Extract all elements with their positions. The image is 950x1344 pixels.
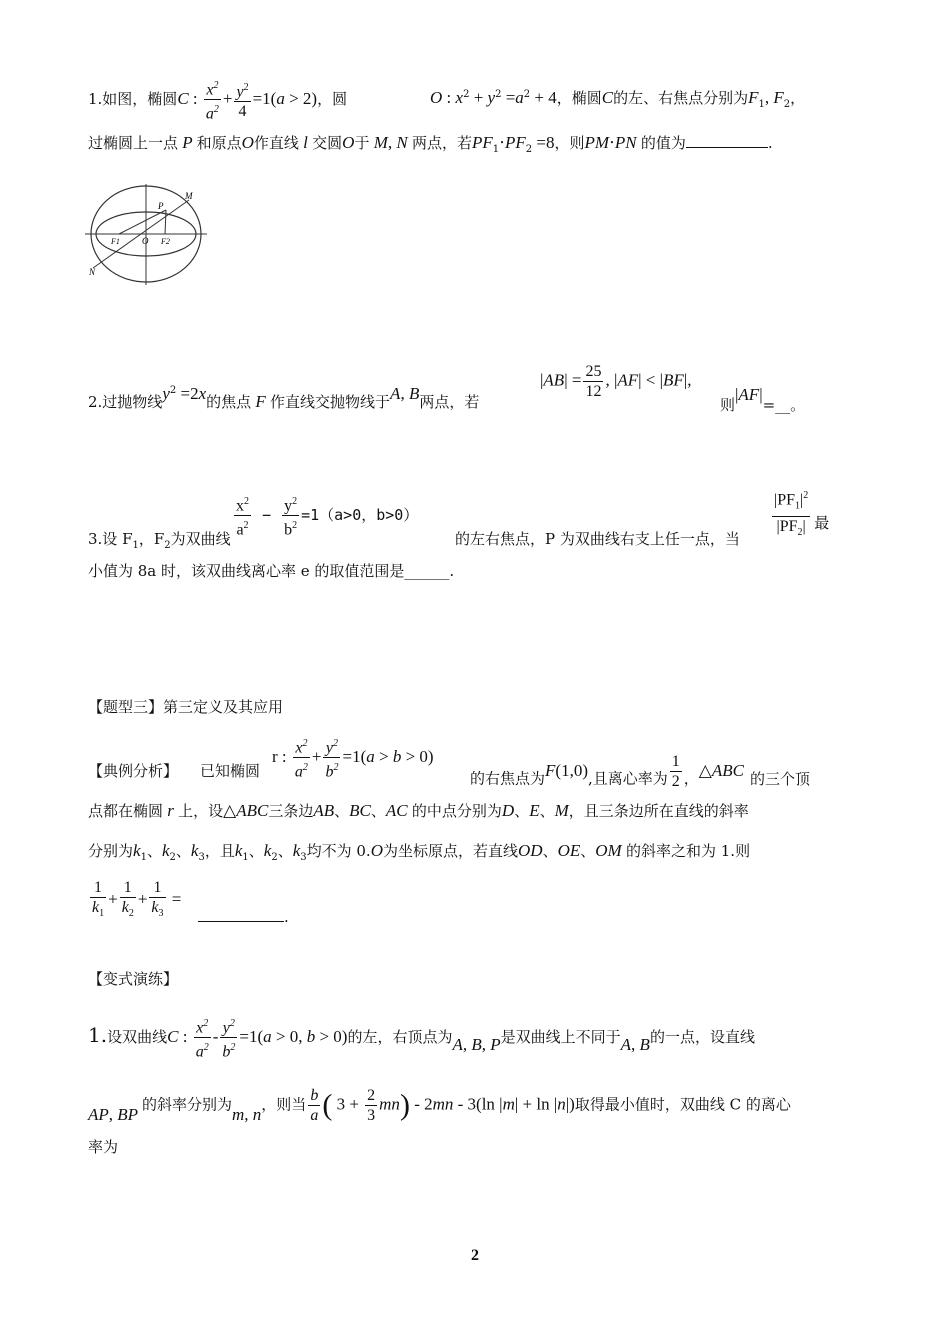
example-answer-blank: . [198,906,289,928]
label-F2: F2 [161,237,170,246]
problem-1-line-2: 过椭圆上一点 P 和原点O作直线 l 交圆O于 M, N 两点，若$PF_1\cdot PF_2 =8$，则PM⋅PN 的值为 . [88,133,773,155]
example-line-3: 分别为$k_1$、$k_2$、$k_3$，且$k_1$、$k_2$、$k_3$均不为 0.O为坐标原点，若直线OD、OE、OM 的斜率之和为 1.则 [88,841,751,863]
label-O: O [142,236,149,246]
problem-3-line-2: 小值为 8a 时，该双曲线离心率 e 的取值范围是______. [88,562,455,580]
example-line-2: 点都在椭圆 r 上，设△ABC三条边AB、BC、AC 的中点分别为D、E、M，且三条边所在直线的斜率 [88,801,749,820]
problem-3-line-1b: 的左右焦点，P 为双曲线右支上任一点，当 [455,530,740,548]
label-P: P [158,201,164,211]
problem-1-line-1: 1.如图，椭圆C : $\frac{x^2}{a^2}$ + $\frac{y^2}{4}$ =1(a > 2)，圆 [88,76,347,124]
problem-3-fraction: $\frac{|PF_1|^2}{|PF_2|}$ 最 [770,486,829,542]
section-title: 【题型三】第三定义及其应用 [88,698,284,716]
problem-2-condition: |AB| = $\frac{25}{12}$ , |AF| < |BF|, [540,363,692,400]
page-number: 2 [471,1247,479,1264]
problem-2-answer: 则|AF|=__。 [720,385,806,414]
variant-line-3: 率为 [88,1138,119,1156]
example-line-4: $\frac{1}{k_1}$ + $\frac{1}{k_2}$ + $\frac{1}{k_3}$ = [92,879,182,920]
problem-2: 2.过抛物线$y^2 =2x$的焦点 F 作直线交抛物线于A, B两点，若 [88,384,480,411]
problem-3-line-1: 3.设 $F_1$，$F_2$为双曲线 [88,530,231,551]
label-M: M [185,191,193,201]
problem-3-hyperbola: $\frac{x^2}{a^2}$ − $\frac{y^2}{b^2}$ =1（a>0，b>0） [232,492,418,540]
problem-1-circle: O : $x^2 + y^2 =a^2 + 4$，椭圆C的左、右焦点分别为$F_1$, $F_2$， [430,88,806,110]
example-line-1b: 的右焦点为F(1,0),且离心率为 $\frac{1}{2}$ ，△ABC 的三个顶 [470,753,810,790]
label-N: N [89,267,96,277]
variant-line-2: AP, BP 的斜率分别为m, n，则当 $\frac{b}{a}$ ( 3 + $\frac{2}{3}$ mn) - 2mn - 3(ln |m| + ln |n|)取得最小值时，双曲线 C 的离心 [88,1087,791,1124]
variant-label: 【变式演练】 [88,970,179,988]
example-line-1: 【典例分析】 已知椭圆 [88,762,261,780]
variant-line-1: 1.设双曲线C : $\frac{x^2}{a^2}$ - $\frac{y^2}{b^2}$ =1(a > 0, b > 0)的左，右顶点为A, B, P是双曲线上不同于A, B的一点，设直线 [88,1014,755,1062]
label-F1: F1 [111,237,120,246]
ellipse-circle-figure [85,182,210,287]
example-ellipse: r : $\frac{x^2}{a^2}$ + $\frac{y^2}{b^2}$ =1(a > b > 0) [272,734,434,782]
